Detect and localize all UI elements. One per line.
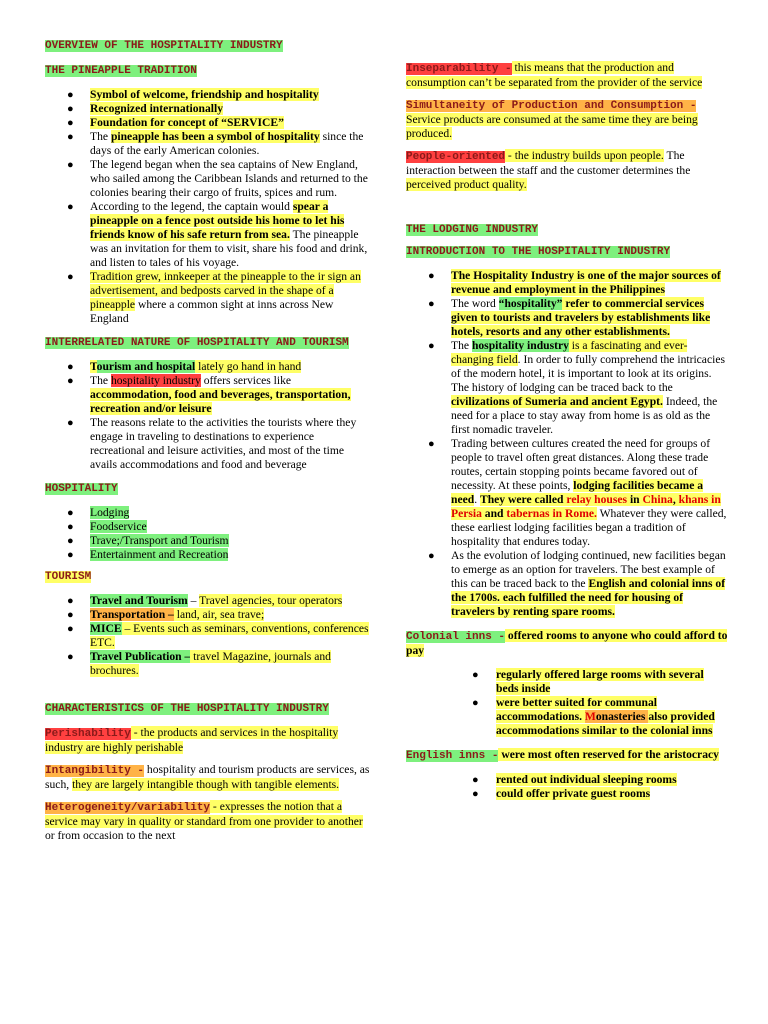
pineapple-heading: THE PINEAPPLE TRADITION xyxy=(45,65,197,77)
bullet-icon: ● xyxy=(472,788,479,800)
bullet-icon: ● xyxy=(67,549,74,561)
bullet-icon: ● xyxy=(67,595,74,607)
tourism-list xyxy=(45,594,370,678)
english-inns-list xyxy=(406,773,728,801)
hospitality-heading: HOSPITALITY xyxy=(45,483,118,495)
bullet-icon: ● xyxy=(472,669,479,681)
intangibility-paragraph: Intangibility - hospitality and tourism products are services, as such, they are largely intangible though with tangible elements. xyxy=(45,763,370,791)
list-item: ● The reasons relate to the activities the tourists where they engage in traveling to destinations to experience recreational and leisure activities, and most of the time avails accommodations and food and beverage xyxy=(67,416,357,471)
bullet-icon: ● xyxy=(67,271,74,283)
bullet-icon: ● xyxy=(67,159,74,171)
list-item: ● The Hospitality Industry is one of the major sources of revenue and employment in the Philippines xyxy=(428,269,721,296)
bullet-icon: ● xyxy=(428,270,435,282)
characteristics-heading: CHARACTERISTICS OF THE HOSPITALITY INDUSTRY xyxy=(45,703,329,715)
bullet-icon: ● xyxy=(67,417,74,429)
tourism-heading: TOURISM xyxy=(45,571,92,583)
list-item: ● The hospitality industry is a fascinating and ever-changing field. In order to fully comprehend the intricacies of the modern hotel, it is important to look at its origins. The history of lodging can be traced back to the civilizations of Sumeria and ancient Egypt. Indeed, the need for a place to stay away from home is as old as the first nomadic traveler. xyxy=(428,339,725,436)
inseparability-paragraph: Inseparability - this means that the production and consumption can’t be separated from the provider of the service xyxy=(406,61,703,89)
hospitality-list xyxy=(45,506,370,562)
bullet-icon: ● xyxy=(67,375,74,387)
list-item: ● Foodservice xyxy=(67,520,147,533)
colonial-inns-paragraph: Colonial inns - offered rooms to anyone who could afford to pay xyxy=(406,629,728,657)
list-item: ● regularly offered large rooms with several beds inside xyxy=(472,668,704,695)
bullet-icon: ● xyxy=(67,623,74,635)
bullet-icon: ● xyxy=(67,117,74,129)
interrelated-list xyxy=(45,360,370,472)
overview-heading: OVERVIEW OF THE HOSPITALITY INDUSTRY xyxy=(45,40,283,52)
list-item: ● Travel Publication – travel Magazine, journals and brochures. xyxy=(67,650,331,677)
list-item: ● According to the legend, the captain would spear a pineapple on a fence post outside his home to let his friends know of his safe return from sea. The pineapple was an invitation for them to visit, share his food and drink, and listen to tales of his voyage. xyxy=(67,200,368,269)
perishability-paragraph: Perishability - the products and services in the hospitality industry are highly perishable xyxy=(45,726,339,754)
bullet-icon: ● xyxy=(67,535,74,547)
bullet-icon: ● xyxy=(67,89,74,101)
list-item: ● Travel and Tourism – Travel agencies, tour operators xyxy=(67,594,343,607)
list-item: ● The pineapple has been a symbol of hospitality since the days of the early American colonies. xyxy=(67,130,364,157)
bullet-icon: ● xyxy=(428,298,435,310)
list-item: ● The hospitality industry offers services like accommodation, food and beverages, transportation, recreation and/or leisure xyxy=(67,374,351,415)
list-item: ● were better suited for communal accommodations. Monasteries also provided accommodations similar to the colonial inns xyxy=(472,696,715,737)
intro-heading: INTRODUCTION TO THE HOSPITALITY INDUSTRY xyxy=(406,246,671,258)
list-item: ● Foundation for concept of “SERVICE” xyxy=(67,116,284,129)
list-item: ● The word “hospitality” refer to commercial services given to tourists and travelers by establishments like hotels, resorts and any other establishments. xyxy=(428,297,711,338)
simultaneity-paragraph: Simultaneity of Production and Consumption - Service products are consumed at the same time they are being produced. xyxy=(406,100,698,140)
bullet-icon: ● xyxy=(67,609,74,621)
list-item: ● Lodging xyxy=(67,506,130,519)
list-item: ● Tourism and hospital lately go hand in hand xyxy=(67,360,302,373)
right-column xyxy=(406,61,728,801)
lodging-heading: THE LODGING INDUSTRY xyxy=(406,224,539,236)
bullet-icon: ● xyxy=(428,550,435,562)
list-item: ● Tradition grew, innkeeper at the pineapple to the ir sign an advertisement, and bedposts carved in the shape of a pineapple where a common sight at inns across New England xyxy=(67,270,361,325)
list-item: ● Trave;/Transport and Tourism xyxy=(67,534,229,547)
list-item: ● Trading between cultures created the need for groups of people to travel often great distances. Along these trade routes, certain stopping points became favored out of necessity. At these points, lodging facilities became a need. They were called relay houses in China, khans in Persia and tabernas in Rome. Whatever they were called, these earliest lodging facilities began a tradition of hospitality that endures today. xyxy=(428,437,727,548)
list-item: ● Transportation – land, air, sea trave; xyxy=(67,608,265,621)
lodging-list xyxy=(406,269,728,619)
bullet-icon: ● xyxy=(67,201,74,213)
bullet-icon: ● xyxy=(428,340,435,352)
list-item: ● rented out individual sleeping rooms xyxy=(472,773,677,786)
bullet-icon: ● xyxy=(67,361,74,373)
people-oriented-paragraph: People-oriented - the industry builds upon people. The interaction between the staff and the customer determines the perceived product quality. xyxy=(406,149,691,191)
list-item: ● Recognized internationally xyxy=(67,102,223,115)
bullet-icon: ● xyxy=(67,521,74,533)
bullet-icon: ● xyxy=(472,697,479,709)
interrelated-heading: INTERRELATED NATURE OF HOSPITALITY AND TOURISM xyxy=(45,337,349,349)
list-item: ● As the evolution of lodging continued, new facilities began to emerge as an option for travelers. The best example of this can be traced back to the English and colonial inns of the 1700s. each fulfilled the need for housing of travelers by renting spare rooms. xyxy=(428,549,726,618)
left-column xyxy=(45,36,370,843)
bullet-icon: ● xyxy=(428,438,435,450)
list-item: ● could offer private guest rooms xyxy=(472,787,651,800)
list-item: ● MICE – Events such as seminars, conventions, conferences ETC. xyxy=(67,622,369,649)
bullet-icon: ● xyxy=(472,774,479,786)
heterogeneity-paragraph: Heterogeneity/variability - expresses the notion that a service may vary in quality or standard from one provider to another or from occasion to the next xyxy=(45,800,363,842)
list-item: ● The legend began when the sea captains of New England, who sailed among the Caribbean Islands and returned to the colonies bearing their cargo of fruits, spices and rum. xyxy=(67,158,368,199)
bullet-icon: ● xyxy=(67,507,74,519)
bullet-icon: ● xyxy=(67,103,74,115)
colonial-inns-list xyxy=(406,668,728,738)
bullet-icon: ● xyxy=(67,131,74,143)
list-item: ● Entertainment and Recreation xyxy=(67,548,229,561)
pineapple-list xyxy=(45,88,370,326)
bullet-icon: ● xyxy=(67,651,74,663)
english-inns-paragraph: English inns - were most often reserved for the aristocracy xyxy=(406,748,719,762)
list-item: ● Symbol of welcome, friendship and hospitality xyxy=(67,88,319,101)
